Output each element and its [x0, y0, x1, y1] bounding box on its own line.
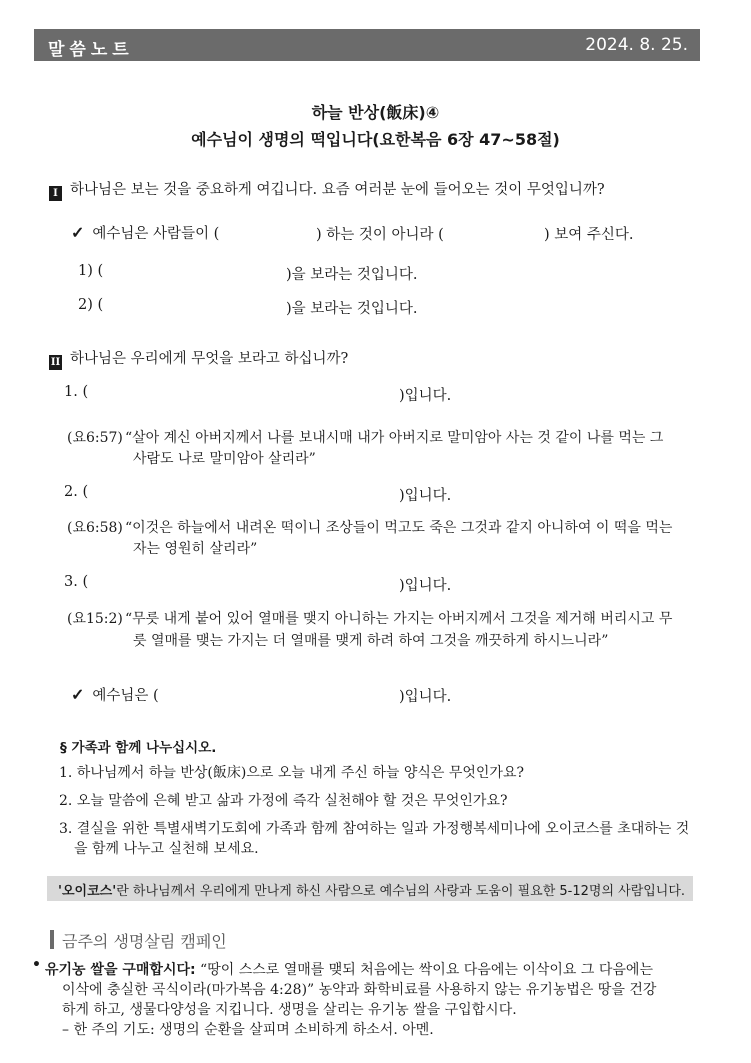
- header-bar: [34, 29, 700, 61]
- campaign-line1-row: [45, 959, 653, 979]
- section2-item-1-verse-line2: 사람도 나로 말미암아 살리라”: [133, 451, 316, 467]
- checkmark-icon: ✓: [71, 223, 85, 242]
- oikos-box: [47, 876, 693, 901]
- section2-item-3-verse-line2: 릇 열매를 맺는 가지는 더 열매를 맺게 하려 하여 그것을 깨끗하게 하시느니라”: [133, 633, 609, 649]
- section2-question-row: [49, 347, 348, 370]
- campaign-heading-bar: [50, 930, 54, 949]
- section2-item-3-ref: (요15:2): [67, 611, 123, 627]
- section1-marker: I: [49, 186, 62, 201]
- section1-check-a: 예수님은 사람들이 (: [92, 226, 220, 242]
- section1-check-c: ) 보여 주신다.: [544, 227, 634, 243]
- section2-item-3-tail: )입니다.: [399, 578, 452, 594]
- oikos-definition: 란 하나님께서 우리에게 만나게 하신 사람으로 예수님의 사랑과 도움이 필요한 5-12명의 사람입니다.: [116, 884, 686, 899]
- header-date: 2024. 8. 25.: [585, 35, 688, 55]
- section1-question: 하나님은 보는 것을 중요하게 여깁니다. 요즘 여러분 눈에 들어오는 것이 무엇입니까?: [70, 182, 605, 198]
- section2-check-b: )입니다.: [399, 689, 452, 705]
- section1-item-2-tail: )을 보라는 것입니다.: [286, 301, 418, 317]
- section2-item-1-ref: (요6:57): [67, 430, 123, 446]
- family-question-3-line1: 3. 결실을 위한 특별새벽기도회에 가족과 함께 참여하는 일과 가정행복세미나에 오이코스를 초대하는 것: [59, 821, 690, 837]
- family-question-2: 2. 오늘 말씀에 은혜 받고 삶과 가정에 즉각 실천해야 할 것은 무엇인가요?: [59, 793, 508, 809]
- section2-item-2-verse-line2: 자는 영원히 살리라”: [133, 541, 258, 557]
- section2-question: 하나님은 우리에게 무엇을 보라고 하십니까?: [70, 351, 349, 367]
- section2-item-3-num: 3. (: [64, 574, 89, 590]
- title-line2: 예수님이 생명의 떡입니다(요한복음 6장 47~58절): [191, 130, 560, 149]
- section1-check-b: ) 하는 것이 아니라 (: [316, 227, 444, 243]
- section1-item-1-num: 1) (: [78, 263, 104, 279]
- campaign-line2: 이삭에 충실한 곡식이라(마가복음 4:28)” 농약과 화학비료를 사용하지 않는 유기농법은 땅을 건강: [62, 982, 657, 998]
- section2-item-2-ref: (요6:58): [67, 520, 123, 536]
- campaign-prayer: – 한 주의 기도: 생명의 순환을 살피며 소비하게 하소서. 아멘.: [62, 1022, 434, 1038]
- section2-marker: II: [50, 357, 61, 368]
- title-line1: 하늘 반상(飯床)④: [311, 103, 440, 122]
- section2-item-1-tail: )입니다.: [399, 388, 452, 404]
- campaign-lead: 유기농 쌀을 구매합시다:: [45, 962, 196, 978]
- family-heading: § 가족과 함께 나누십시오.: [60, 740, 217, 756]
- section1-item-1-tail: )을 보라는 것입니다.: [286, 267, 418, 283]
- section1-item-2-num: 2) (: [78, 297, 104, 313]
- section2-item-2-verse-line1: “이것은 하늘에서 내려온 떡이니 조상들이 먹고도 죽은 그것과 같지 아니하여 이 떡을 먹는: [125, 520, 673, 536]
- section1-check-row: [71, 222, 219, 243]
- section2-item-1-num: 1. (: [64, 384, 89, 400]
- section2-check-a: 예수님은 (: [92, 688, 159, 704]
- header-label: 말씀노트: [48, 40, 134, 60]
- section2-item-1-verse-line1: “살아 계신 아버지께서 나를 보내시매 내가 아버지로 말미암아 사는 것 같이 나를 먹는 그: [125, 430, 664, 446]
- section2-item-2-tail: )입니다.: [399, 488, 452, 504]
- section2-item-2-num: 2. (: [64, 484, 89, 500]
- campaign-heading: 금주의 생명살림 캠페인: [62, 932, 227, 951]
- family-question-3-line2: 을 함께 나누고 실천해 보세요.: [74, 841, 259, 857]
- section2-item-3-verse-line1: “무릇 내게 붙어 있어 열매를 맺지 아니하는 가지는 아버지께서 그것을 제거해 버리시고 무: [125, 611, 673, 627]
- oikos-text-row: [58, 880, 685, 899]
- oikos-term: '오이코스': [58, 884, 117, 899]
- campaign-line3: 하게 하고, 생물다양성을 지킵니다. 생명을 살리는 유기농 쌀을 구입합시다.: [62, 1002, 517, 1018]
- campaign-bullet: •: [32, 957, 41, 973]
- campaign-line1: “땅이 스스로 열매를 맺되 처음에는 싹이요 다음에는 이삭이요 그 다음에는: [195, 962, 653, 978]
- section2-check-row: [71, 684, 159, 705]
- section1-question-row: [49, 178, 605, 201]
- checkmark-icon: ✓: [71, 685, 85, 704]
- family-question-1: 1. 하나님께서 하늘 반상(飯床)으로 오늘 내게 주신 하늘 양식은 무엇인가요?: [59, 765, 524, 781]
